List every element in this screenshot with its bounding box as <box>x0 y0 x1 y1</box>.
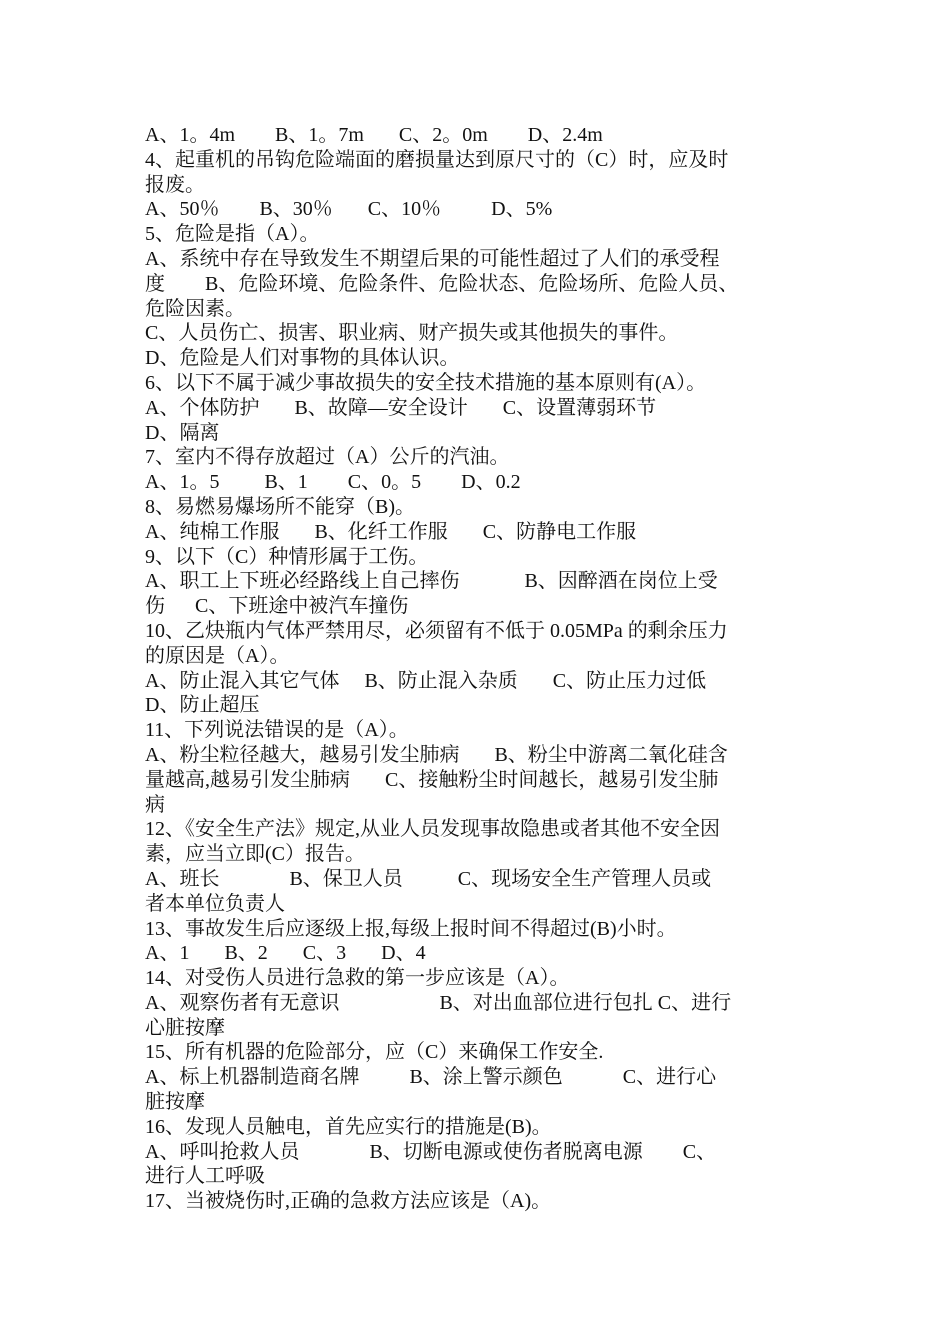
text-line-25: 11、下列说法错误的是（A）。 <box>145 719 409 742</box>
text-line-15: A、1。5 B、1 C、0。5 D、0.2 <box>145 471 521 494</box>
text-line-38: 15、所有机器的危险部分，应（C）来确保工作安全. <box>145 1041 604 1064</box>
text-line-10: D、危险是人们对事物的具体认识。 <box>145 347 460 370</box>
text-line-2: 4、起重机的吊钩危险端面的磨损量达到原尺寸的（C）时，应及时 <box>145 148 729 171</box>
text-line-27: 量越高,越易引发尘肺病 C、接触粉尘时间越长，越易引发尘肺 <box>145 768 719 791</box>
text-line-30: 素，应当立即(C）报告。 <box>145 843 365 866</box>
text-line-11: 6、以下不属于减少事故损失的安全技术措施的基本原则有(A）。 <box>145 371 707 394</box>
text-line-32: 者本单位负责人 <box>145 892 285 915</box>
text-line-16: 8、易燃易爆场所不能穿（B)。 <box>145 495 415 518</box>
text-line-20: 伤 C、下班途中被汽车撞伤 <box>145 595 409 618</box>
text-line-35: 14、对受伤人员进行急救的第一步应该是（A）。 <box>145 967 570 990</box>
text-line-8: 危险因素。 <box>145 297 245 320</box>
text-line-41: 16、发现人员触电，首先应实行的措施是(B)。 <box>145 1115 552 1138</box>
text-line-12: A、个体防护 B、故障—安全设计 C、设置薄弱环节 <box>145 396 657 419</box>
text-line-21: 10、乙炔瓶内气体严禁用尽，必须留有不低于 0.05MPa 的剩余压力 <box>145 619 728 642</box>
text-line-3: 报废。 <box>145 173 205 196</box>
text-line-9: C、人员伤亡、损害、职业病、财产损失或其他损失的事件。 <box>145 322 679 345</box>
text-line-39: A、标上机器制造商名牌 B、涂上警示颜色 C、进行心 <box>145 1066 717 1089</box>
text-line-28: 病 <box>145 793 165 816</box>
text-line-18: 9、以下（C）种情形属于工伤。 <box>145 545 429 568</box>
text-line-7: 度 B、危险环境、危险条件、危险状态、危险场所、危险人员、 <box>145 272 739 295</box>
text-line-13: D、隔离 <box>145 421 220 444</box>
text-line-5: 5、危险是指（A）。 <box>145 223 320 246</box>
text-line-34: A、1 B、2 C、3 D、4 <box>145 942 426 965</box>
text-line-40: 脏按摩 <box>145 1091 205 1114</box>
text-line-6: A、系统中存在导致发生不期望后果的可能性超过了人们的承受程 <box>145 247 720 270</box>
text-line-43: 进行人工呼吸 <box>145 1165 265 1188</box>
text-line-26: A、粉尘粒径越大，越易引发尘肺病 B、粉尘中游离二氧化硅含 <box>145 743 728 766</box>
text-line-36: A、观察伤者有无意识 B、对出血部位进行包扎 C、进行 <box>145 991 732 1014</box>
text-line-37: 心脏按摩 <box>145 1016 225 1039</box>
text-line-33: 13、事故发生后应逐级上报,每级上报时间不得超过(B)小时。 <box>145 917 677 940</box>
text-line-4: A、50％ B、30％ C、10％ D、5% <box>145 198 553 221</box>
document-page <box>145 123 815 1214</box>
text-line-44: 17、当被烧伤时,正确的急救方法应该是（A)。 <box>145 1190 552 1213</box>
text-line-1: A、1。4m B、1。7m C、2。0m D、2.4m <box>145 124 603 146</box>
text-line-19: A、职工上下班必经路线上自己摔伤 B、因醉酒在岗位上受 <box>145 570 718 593</box>
text-line-17: A、纯棉工作服 B、化纤工作服 C、防静电工作服 <box>145 520 637 543</box>
text-line-42: A、呼叫抢救人员 B、切断电源或使伤者脱离电源 C、 <box>145 1140 717 1163</box>
text-line-14: 7、室内不得存放超过（A）公斤的汽油。 <box>145 446 510 469</box>
text-line-22: 的原因是（A）。 <box>145 644 290 667</box>
text-line-29: 12、《安全生产法》规定,从业人员发现事故隐患或者其他不安全因 <box>145 818 720 841</box>
text-line-24: D、防止超压 <box>145 694 260 717</box>
text-line-23: A、防止混入其它气体 B、防止混入杂质 C、防止压力过低 <box>145 669 707 692</box>
text-line-31: A、班长 B、保卫人员 C、现场安全生产管理人员或 <box>145 867 712 890</box>
